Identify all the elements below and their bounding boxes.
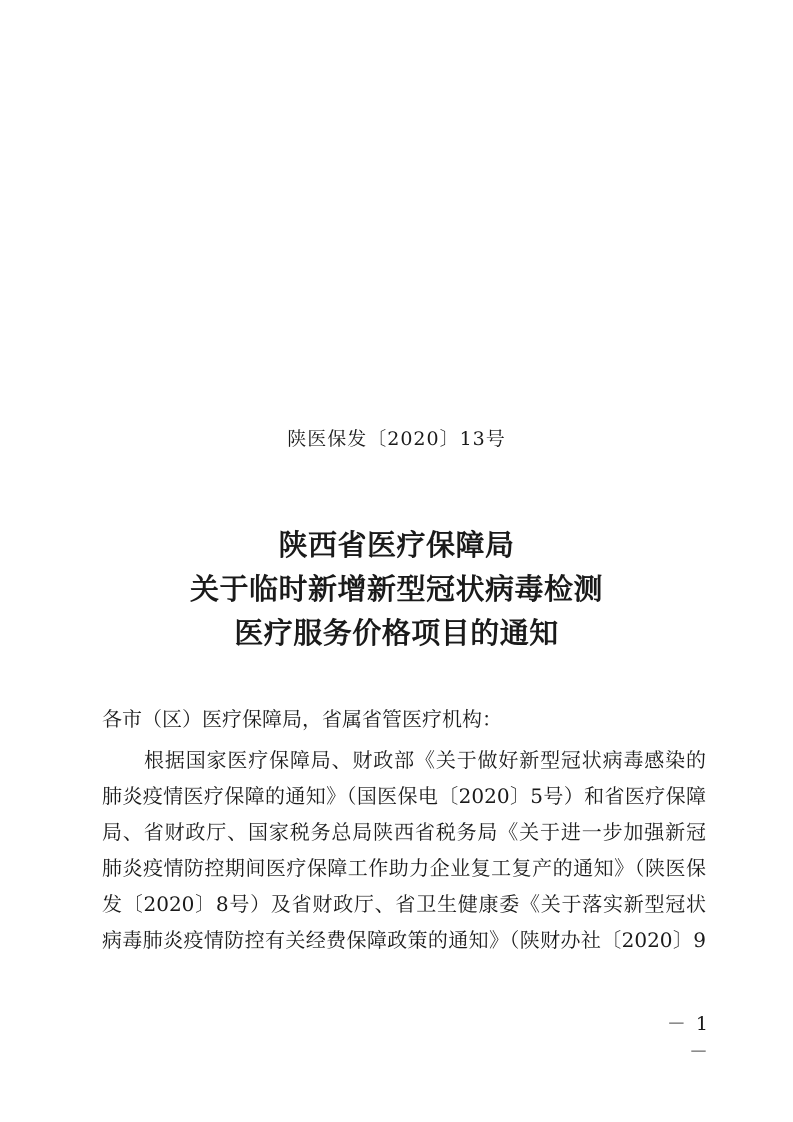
title-line-2: 关于临时新增新型冠状病毒检测 (189, 572, 603, 606)
body-line: 病毒肺炎疫情防控有关经费保障政策的通知》（陕财办社〔2020〕9 (102, 928, 706, 952)
document-title (0, 523, 793, 655)
addressee: 各市（区）医疗保障局，省属省管医疗机构： (102, 707, 502, 731)
document-number: 陕医保发〔2020〕13号 (287, 428, 506, 450)
body-line: 根据国家医疗保障局、财政部《关于做好新型冠状病毒感染的 (144, 748, 706, 772)
page-number: － 1 － (666, 1013, 710, 1063)
body-line: 肺炎疫情医疗保障的通知》（国医保电〔2020〕5号）和省医疗保障 (102, 784, 706, 808)
title-line-1: 陕西省医疗保障局 (278, 528, 515, 562)
body-paragraph (102, 742, 706, 958)
body-line: 肺炎疫情防控期间医疗保障工作助力企业复工复产的通知》（陕医保 (102, 856, 706, 880)
title-line-3: 医疗服务价格项目的通知 (234, 616, 559, 650)
body-line: 局、省财政厅、国家税务总局陕西省税务局《关于进一步加强新冠 (102, 820, 706, 844)
body-line: 发〔2020〕8号）及省财政厅、省卫生健康委《关于落实新型冠状 (102, 892, 706, 916)
